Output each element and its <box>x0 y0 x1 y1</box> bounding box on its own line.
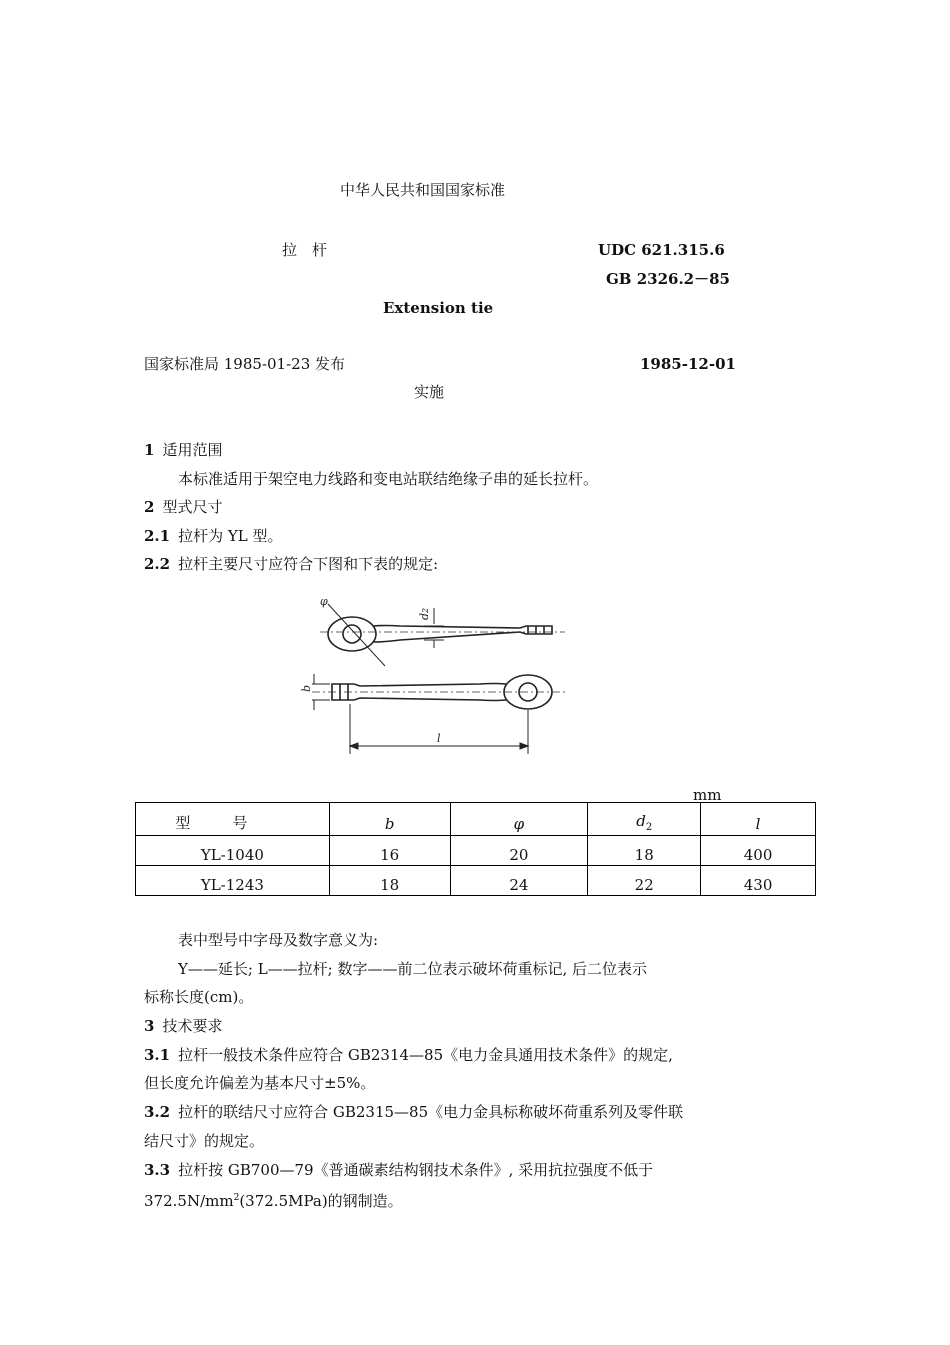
top-view-tie <box>328 617 552 651</box>
phi-label: φ <box>320 595 328 608</box>
dimension-table <box>135 802 816 896</box>
clause-number: 3.1 <box>144 1046 171 1064</box>
section-number: 1 <box>144 441 155 459</box>
superscript: 2 <box>233 1193 240 1203</box>
clause-text: 拉杆按 GB700—79《普通碳素结构钢技术条件》, 采用抗拉强度不低于 <box>178 1161 654 1179</box>
clause-3-3-line-1 <box>144 1160 653 1180</box>
section-number: 2 <box>144 498 155 516</box>
header-d2 <box>588 803 701 836</box>
udc-number: UDC 621.315.6 <box>598 241 725 259</box>
extension-tie-drawing <box>290 588 580 763</box>
strength-rest: (372.5MPa)的钢制造。 <box>239 1192 403 1210</box>
clause-text: 拉杆为 YL 型。 <box>178 527 283 545</box>
notes-line-2: 标称长度(cm)。 <box>144 988 254 1006</box>
header-model <box>136 803 330 836</box>
table-row <box>136 836 816 866</box>
clause-number: 3.2 <box>144 1103 171 1121</box>
strength-value: 372.5N/mm <box>144 1192 234 1210</box>
clause-3-1-line-1 <box>144 1045 673 1065</box>
clause-2-2 <box>144 554 438 574</box>
document-title-en: Extension tie <box>383 299 494 317</box>
header-d2-subscript: 2 <box>645 822 653 833</box>
d2-letter: d <box>418 612 431 620</box>
section-title: 型式尺寸 <box>162 498 223 516</box>
clause-text: 拉杆的联结尺寸应符合 GB2315—85《电力金具标称破坏荷重系列及零件联 <box>178 1103 684 1121</box>
notes-intro: 表中型号中字母及数字意义为: <box>178 931 379 949</box>
l-label: l <box>437 732 441 745</box>
clause-text: 拉杆主要尺寸应符合下图和下表的规定: <box>178 555 439 573</box>
section-title: 适用范围 <box>162 441 223 459</box>
cell-b: 16 <box>329 836 450 866</box>
cell-d2: 18 <box>588 836 701 866</box>
standard-org-title: 中华人民共和国国家标准 <box>340 181 506 199</box>
cell-l: 430 <box>701 866 816 896</box>
cell-phi: 24 <box>450 866 588 896</box>
section-number: 3 <box>144 1017 155 1035</box>
header-b: b <box>329 803 450 836</box>
cell-l: 400 <box>701 836 816 866</box>
issue-line: 国家标准局 1985-01-23 发布 <box>144 355 346 373</box>
d2-subscript: 2 <box>421 607 430 613</box>
table-header-row <box>136 803 816 836</box>
header-model-text: 型号 <box>175 814 290 832</box>
cell-d2: 22 <box>588 866 701 896</box>
clause-3-2-line-1 <box>144 1102 683 1122</box>
clause-3-3-line-2 <box>144 1188 403 1211</box>
clause-number: 2.2 <box>144 555 171 573</box>
effective-date: 1985-12-01 <box>640 355 736 373</box>
cell-b: 18 <box>329 866 450 896</box>
effective-label: 实施 <box>414 383 445 401</box>
cell-model: YL-1243 <box>136 866 330 896</box>
section-title: 技术要求 <box>162 1017 223 1035</box>
clause-number: 3.3 <box>144 1161 171 1179</box>
header-d2-letter: d <box>636 812 646 830</box>
b-label: b <box>300 684 313 692</box>
table-row <box>136 866 816 896</box>
section-1-heading <box>144 440 222 460</box>
clause-text: 拉杆一般技术条件应符合 GB2314—85《电力金具通用技术条件》的规定, <box>178 1046 673 1064</box>
header-phi: φ <box>450 803 588 836</box>
cell-model: YL-1040 <box>136 836 330 866</box>
notes-line-1: Y——延长; L——拉杆; 数字——前二位表示破坏荷重标记, 后二位表示 <box>178 960 648 978</box>
document-title-cn: 拉 杆 <box>282 241 328 259</box>
clause-number: 2.1 <box>144 527 171 545</box>
clause-2-1 <box>144 526 283 546</box>
section-1-text: 本标准适用于架空电力线路和变电站联结绝缘子串的延长拉杆。 <box>178 470 599 488</box>
table-unit: mm <box>693 786 722 804</box>
header-l: l <box>701 803 816 836</box>
bottom-dimensions <box>312 674 528 754</box>
section-3-heading <box>144 1016 222 1036</box>
gb-number: GB 2326.2－85 <box>606 270 730 288</box>
clause-3-1-line-2: 但长度允许偏差为基本尺寸±5%。 <box>144 1074 376 1092</box>
clause-3-2-line-2: 结尺寸》的规定。 <box>144 1132 265 1150</box>
section-2-heading <box>144 497 222 517</box>
cell-phi: 20 <box>450 836 588 866</box>
d2-label <box>418 608 431 620</box>
